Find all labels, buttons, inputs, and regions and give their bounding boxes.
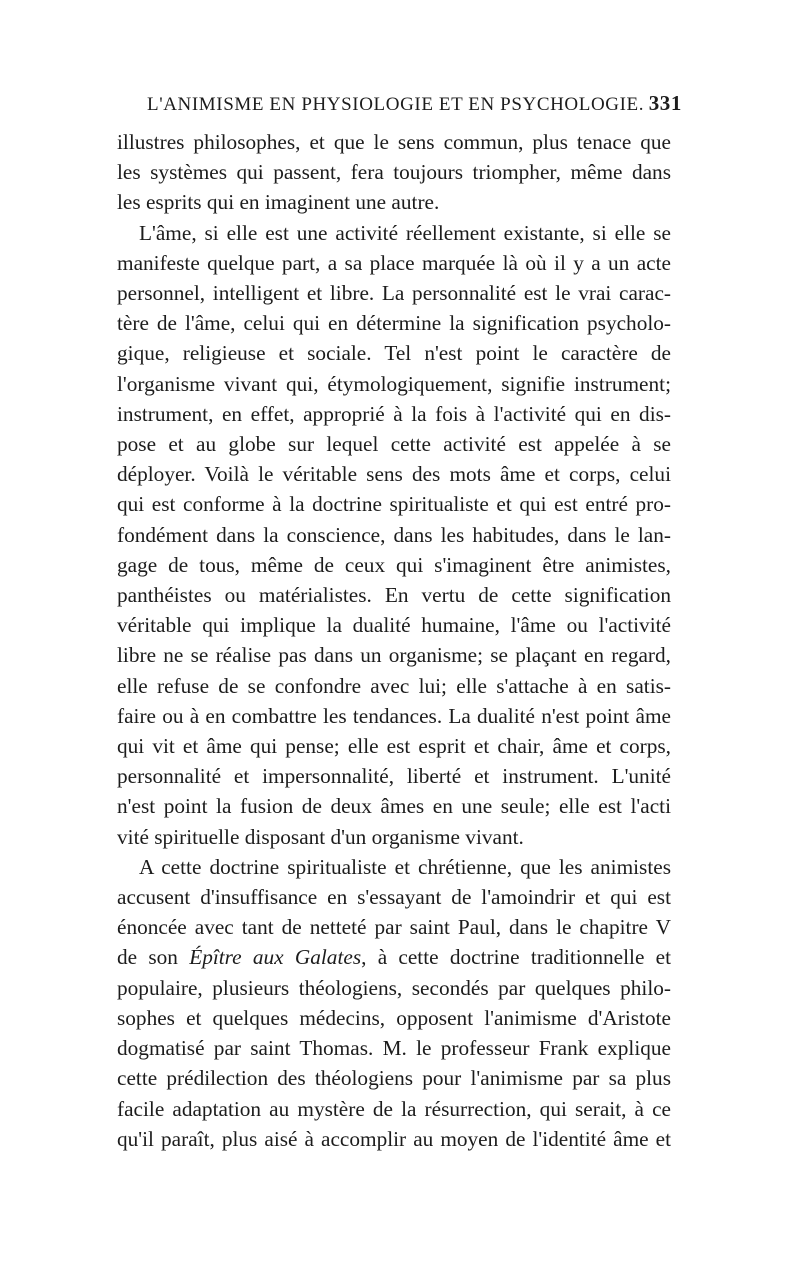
running-header <box>147 91 682 116</box>
paragraph <box>117 127 671 218</box>
text-line: elle refuse de se confondre avec lui; elle s'attache à en satis- <box>117 673 671 698</box>
page-number: 331 <box>648 91 682 115</box>
text-line: cette prédilection des théologiens pour l'animisme par sa plus <box>117 1066 671 1091</box>
text-line: instrument, en effet, approprié à la fois à l'activité qui en dis- <box>117 401 671 426</box>
text-line: n'est point la fusion de deux âmes en une seule; elle est l'acti <box>117 794 671 819</box>
text-line: facile adaptation au mystère de la résurrection, qui serait, à ce <box>117 1096 671 1121</box>
text-line: tère de l'âme, celui qui en détermine la signification psycholo- <box>117 311 671 336</box>
text-line: déployer. Voilà le véritable sens des mots âme et corps, celui <box>117 462 671 487</box>
body-text <box>117 127 671 1154</box>
paragraph <box>117 852 671 1154</box>
text-line: A cette doctrine spiritualiste et chrétienne, que les animistes <box>139 854 671 879</box>
text-line: les esprits qui en imaginent une autre. <box>117 190 440 215</box>
text-line: gique, religieuse et sociale. Tel n'est point le caractère de <box>117 341 671 366</box>
text-line: manifeste quelque part, a sa place marquée là où il y a un acte <box>117 250 671 275</box>
text-line: de son Épître aux Galates, à cette doctrine traditionnelle et <box>117 945 672 970</box>
text-line: libre ne se réalise pas dans un organisme; se plaçant en regard, <box>117 643 671 668</box>
text-line: qu'il paraît, plus aisé à accomplir au moyen de l'identité âme et <box>117 1126 671 1151</box>
text-line: accusent d'insuffisance en s'essayant de l'amoindrir et qui est <box>117 885 671 910</box>
text-line: gage de tous, même de ceux qui s'imaginent être animistes, <box>117 552 671 577</box>
text-line: l'organisme vivant qui, étymologiquement, signifie instrument; <box>117 371 671 396</box>
text-line: sophes et quelques médecins, opposent l'animisme d'Aristote <box>117 1005 671 1030</box>
text-line: les systèmes qui passent, fera toujours triompher, même dans <box>117 160 671 185</box>
text-line: pose et au globe sur lequel cette activité est appelée à se <box>117 432 671 457</box>
text-line: personnalité et impersonnalité, liberté et instrument. L'unité <box>117 764 671 789</box>
text-line: panthéistes ou matérialistes. En vertu de cette signification <box>117 583 671 608</box>
text-line: qui vit et âme qui pense; elle est esprit et chair, âme et corps, <box>117 734 671 759</box>
text-line: énoncée avec tant de netteté par saint Paul, dans le chapitre V <box>117 915 671 940</box>
text-line: personnel, intelligent et libre. La personnalité est le vrai carac- <box>117 281 671 306</box>
text-line: L'âme, si elle est une activité réellement existante, si elle se <box>139 220 671 245</box>
text-line: qui est conforme à la doctrine spiritualiste et qui est entré pro- <box>117 492 671 517</box>
text-line: vité spirituelle disposant d'un organisme vivant. <box>117 824 524 849</box>
text-line: faire ou à en combattre les tendances. La dualité n'est point âme <box>117 703 671 728</box>
running-title: L'ANIMISME EN PHYSIOLOGIE ET EN PSYCHOLOGIE. <box>147 94 645 115</box>
text-line: fondément dans la conscience, dans les habitudes, dans le lan- <box>117 522 671 547</box>
paragraph <box>117 218 671 852</box>
work-title: Épître aux Galates <box>189 945 362 970</box>
text-line: illustres philosophes, et que le sens commun, plus tenace que <box>117 130 671 154</box>
text-line: populaire, plusieurs théologiens, secondés par quelques philo- <box>117 975 671 1000</box>
text-line: véritable qui implique la dualité humaine, l'âme ou l'activité <box>117 613 671 638</box>
text-line: dogmatisé par saint Thomas. M. le professeur Frank explique <box>117 1036 671 1061</box>
